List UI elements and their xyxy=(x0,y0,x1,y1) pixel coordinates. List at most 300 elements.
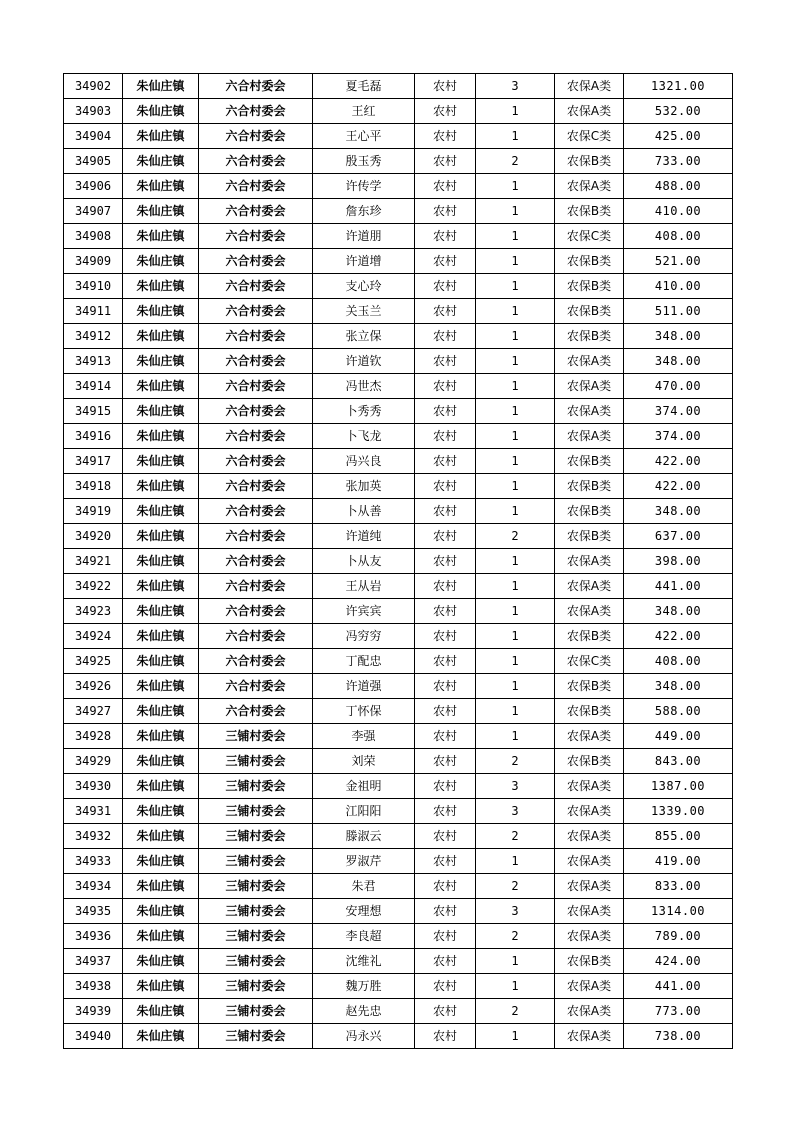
cell-id: 34916 xyxy=(64,424,123,449)
cell-insurance_category: 农保A类 xyxy=(555,1024,624,1049)
cell-residence_type: 农村 xyxy=(415,724,476,749)
cell-town: 朱仙庄镇 xyxy=(123,499,199,524)
cell-person_count: 1 xyxy=(476,699,555,724)
cell-insurance_category: 农保A类 xyxy=(555,399,624,424)
cell-id: 34908 xyxy=(64,224,123,249)
table-row xyxy=(64,599,733,624)
cell-person_name: 卜从善 xyxy=(313,499,415,524)
table-row xyxy=(64,624,733,649)
table-row xyxy=(64,874,733,899)
table-row xyxy=(64,224,733,249)
cell-amount: 374.00 xyxy=(624,424,733,449)
cell-person_count: 1 xyxy=(476,974,555,999)
cell-person_name: 张立保 xyxy=(313,324,415,349)
cell-amount: 521.00 xyxy=(624,249,733,274)
cell-town: 朱仙庄镇 xyxy=(123,924,199,949)
cell-village_committee: 六合村委会 xyxy=(199,399,313,424)
cell-insurance_category: 农保A类 xyxy=(555,549,624,574)
cell-amount: 833.00 xyxy=(624,874,733,899)
cell-amount: 408.00 xyxy=(624,224,733,249)
table-row xyxy=(64,274,733,299)
cell-amount: 419.00 xyxy=(624,849,733,874)
cell-person_count: 1 xyxy=(476,674,555,699)
cell-amount: 733.00 xyxy=(624,149,733,174)
cell-id: 34921 xyxy=(64,549,123,574)
cell-residence_type: 农村 xyxy=(415,74,476,99)
cell-person_count: 1 xyxy=(476,224,555,249)
cell-id: 34919 xyxy=(64,499,123,524)
cell-village_committee: 六合村委会 xyxy=(199,374,313,399)
cell-id: 34925 xyxy=(64,649,123,674)
cell-village_committee: 六合村委会 xyxy=(199,199,313,224)
cell-person_count: 1 xyxy=(476,449,555,474)
table-row xyxy=(64,824,733,849)
cell-amount: 1339.00 xyxy=(624,799,733,824)
cell-id: 34922 xyxy=(64,574,123,599)
cell-village_committee: 六合村委会 xyxy=(199,624,313,649)
cell-town: 朱仙庄镇 xyxy=(123,899,199,924)
cell-insurance_category: 农保B类 xyxy=(555,624,624,649)
cell-village_committee: 六合村委会 xyxy=(199,524,313,549)
cell-residence_type: 农村 xyxy=(415,374,476,399)
cell-residence_type: 农村 xyxy=(415,499,476,524)
cell-id: 34912 xyxy=(64,324,123,349)
cell-insurance_category: 农保A类 xyxy=(555,74,624,99)
cell-town: 朱仙庄镇 xyxy=(123,324,199,349)
cell-amount: 488.00 xyxy=(624,174,733,199)
cell-town: 朱仙庄镇 xyxy=(123,624,199,649)
cell-residence_type: 农村 xyxy=(415,999,476,1024)
cell-amount: 410.00 xyxy=(624,274,733,299)
cell-person_name: 卜从友 xyxy=(313,549,415,574)
cell-amount: 738.00 xyxy=(624,1024,733,1049)
cell-person_count: 1 xyxy=(476,1024,555,1049)
cell-amount: 398.00 xyxy=(624,549,733,574)
cell-insurance_category: 农保A类 xyxy=(555,899,624,924)
cell-id: 34904 xyxy=(64,124,123,149)
cell-insurance_category: 农保A类 xyxy=(555,874,624,899)
cell-insurance_category: 农保B类 xyxy=(555,699,624,724)
cell-village_committee: 三铺村委会 xyxy=(199,1024,313,1049)
cell-insurance_category: 农保A类 xyxy=(555,574,624,599)
cell-village_committee: 六合村委会 xyxy=(199,324,313,349)
cell-village_committee: 六合村委会 xyxy=(199,349,313,374)
cell-person_name: 沈维礼 xyxy=(313,949,415,974)
cell-insurance_category: 农保B类 xyxy=(555,149,624,174)
cell-town: 朱仙庄镇 xyxy=(123,874,199,899)
cell-person_name: 许道增 xyxy=(313,249,415,274)
cell-person_name: 殷玉秀 xyxy=(313,149,415,174)
cell-town: 朱仙庄镇 xyxy=(123,249,199,274)
cell-insurance_category: 农保C类 xyxy=(555,124,624,149)
cell-person_name: 冯兴良 xyxy=(313,449,415,474)
cell-person_count: 1 xyxy=(476,174,555,199)
cell-town: 朱仙庄镇 xyxy=(123,999,199,1024)
cell-insurance_category: 农保A类 xyxy=(555,349,624,374)
cell-town: 朱仙庄镇 xyxy=(123,149,199,174)
table-row xyxy=(64,949,733,974)
cell-person_name: 支心玲 xyxy=(313,274,415,299)
table-row xyxy=(64,324,733,349)
cell-insurance_category: 农保C类 xyxy=(555,649,624,674)
cell-person_name: 丁怀保 xyxy=(313,699,415,724)
cell-town: 朱仙庄镇 xyxy=(123,749,199,774)
cell-residence_type: 农村 xyxy=(415,249,476,274)
cell-village_committee: 六合村委会 xyxy=(199,649,313,674)
cell-id: 34931 xyxy=(64,799,123,824)
table-row xyxy=(64,574,733,599)
cell-id: 34936 xyxy=(64,924,123,949)
cell-insurance_category: 农保B类 xyxy=(555,324,624,349)
cell-town: 朱仙庄镇 xyxy=(123,99,199,124)
cell-town: 朱仙庄镇 xyxy=(123,399,199,424)
cell-amount: 773.00 xyxy=(624,999,733,1024)
table-body xyxy=(64,74,733,1049)
cell-id: 34913 xyxy=(64,349,123,374)
table-row xyxy=(64,649,733,674)
cell-amount: 408.00 xyxy=(624,649,733,674)
cell-insurance_category: 农保A类 xyxy=(555,374,624,399)
cell-residence_type: 农村 xyxy=(415,624,476,649)
cell-village_committee: 三铺村委会 xyxy=(199,874,313,899)
cell-town: 朱仙庄镇 xyxy=(123,949,199,974)
cell-residence_type: 农村 xyxy=(415,524,476,549)
table-row xyxy=(64,499,733,524)
cell-town: 朱仙庄镇 xyxy=(123,574,199,599)
cell-town: 朱仙庄镇 xyxy=(123,549,199,574)
cell-amount: 422.00 xyxy=(624,449,733,474)
cell-amount: 511.00 xyxy=(624,299,733,324)
cell-town: 朱仙庄镇 xyxy=(123,674,199,699)
cell-village_committee: 三铺村委会 xyxy=(199,924,313,949)
cell-id: 34940 xyxy=(64,1024,123,1049)
table-row xyxy=(64,149,733,174)
cell-amount: 422.00 xyxy=(624,624,733,649)
cell-amount: 348.00 xyxy=(624,499,733,524)
cell-town: 朱仙庄镇 xyxy=(123,599,199,624)
cell-id: 34923 xyxy=(64,599,123,624)
table-row xyxy=(64,524,733,549)
cell-village_committee: 六合村委会 xyxy=(199,124,313,149)
cell-person_count: 2 xyxy=(476,824,555,849)
cell-amount: 532.00 xyxy=(624,99,733,124)
cell-person_name: 许传学 xyxy=(313,174,415,199)
cell-village_committee: 六合村委会 xyxy=(199,474,313,499)
table-row xyxy=(64,199,733,224)
cell-person_count: 2 xyxy=(476,149,555,174)
cell-insurance_category: 农保B类 xyxy=(555,299,624,324)
cell-id: 34917 xyxy=(64,449,123,474)
cell-village_committee: 三铺村委会 xyxy=(199,999,313,1024)
cell-village_committee: 三铺村委会 xyxy=(199,774,313,799)
cell-amount: 348.00 xyxy=(624,324,733,349)
cell-id: 34910 xyxy=(64,274,123,299)
cell-insurance_category: 农保A类 xyxy=(555,599,624,624)
cell-person_name: 赵先忠 xyxy=(313,999,415,1024)
cell-insurance_category: 农保A类 xyxy=(555,974,624,999)
cell-village_committee: 六合村委会 xyxy=(199,674,313,699)
cell-id: 34935 xyxy=(64,899,123,924)
cell-person_count: 1 xyxy=(476,124,555,149)
cell-town: 朱仙庄镇 xyxy=(123,799,199,824)
cell-village_committee: 六合村委会 xyxy=(199,149,313,174)
cell-residence_type: 农村 xyxy=(415,299,476,324)
cell-residence_type: 农村 xyxy=(415,99,476,124)
cell-residence_type: 农村 xyxy=(415,799,476,824)
cell-village_committee: 六合村委会 xyxy=(199,249,313,274)
cell-town: 朱仙庄镇 xyxy=(123,449,199,474)
cell-residence_type: 农村 xyxy=(415,149,476,174)
cell-residence_type: 农村 xyxy=(415,674,476,699)
cell-amount: 374.00 xyxy=(624,399,733,424)
cell-person_name: 张加英 xyxy=(313,474,415,499)
cell-residence_type: 农村 xyxy=(415,699,476,724)
cell-id: 34932 xyxy=(64,824,123,849)
cell-town: 朱仙庄镇 xyxy=(123,299,199,324)
cell-insurance_category: 农保B类 xyxy=(555,249,624,274)
cell-person_count: 2 xyxy=(476,874,555,899)
cell-amount: 843.00 xyxy=(624,749,733,774)
cell-insurance_category: 农保A类 xyxy=(555,424,624,449)
cell-amount: 637.00 xyxy=(624,524,733,549)
cell-residence_type: 农村 xyxy=(415,649,476,674)
cell-id: 34905 xyxy=(64,149,123,174)
cell-insurance_category: 农保B类 xyxy=(555,949,624,974)
table-row xyxy=(64,349,733,374)
cell-amount: 855.00 xyxy=(624,824,733,849)
cell-person_name: 王红 xyxy=(313,99,415,124)
cell-person_count: 3 xyxy=(476,799,555,824)
cell-person_count: 1 xyxy=(476,399,555,424)
cell-village_committee: 六合村委会 xyxy=(199,74,313,99)
cell-residence_type: 农村 xyxy=(415,924,476,949)
cell-amount: 348.00 xyxy=(624,349,733,374)
cell-person_name: 许道钦 xyxy=(313,349,415,374)
cell-residence_type: 农村 xyxy=(415,1024,476,1049)
cell-town: 朱仙庄镇 xyxy=(123,699,199,724)
cell-insurance_category: 农保A类 xyxy=(555,99,624,124)
cell-village_committee: 六合村委会 xyxy=(199,699,313,724)
cell-person_name: 冯永兴 xyxy=(313,1024,415,1049)
cell-insurance_category: 农保A类 xyxy=(555,799,624,824)
cell-id: 34914 xyxy=(64,374,123,399)
cell-person_count: 1 xyxy=(476,199,555,224)
cell-town: 朱仙庄镇 xyxy=(123,974,199,999)
cell-id: 34938 xyxy=(64,974,123,999)
cell-residence_type: 农村 xyxy=(415,324,476,349)
cell-person_name: 江阳阳 xyxy=(313,799,415,824)
cell-village_committee: 三铺村委会 xyxy=(199,749,313,774)
table-row xyxy=(64,124,733,149)
cell-insurance_category: 农保A类 xyxy=(555,824,624,849)
cell-residence_type: 农村 xyxy=(415,824,476,849)
cell-person_name: 许道纯 xyxy=(313,524,415,549)
cell-person_name: 安理想 xyxy=(313,899,415,924)
cell-person_name: 许道朋 xyxy=(313,224,415,249)
cell-insurance_category: 农保A类 xyxy=(555,174,624,199)
table-row xyxy=(64,699,733,724)
cell-residence_type: 农村 xyxy=(415,224,476,249)
cell-town: 朱仙庄镇 xyxy=(123,349,199,374)
cell-town: 朱仙庄镇 xyxy=(123,474,199,499)
cell-person_name: 许道强 xyxy=(313,674,415,699)
cell-village_committee: 六合村委会 xyxy=(199,424,313,449)
cell-person_count: 1 xyxy=(476,599,555,624)
cell-person_name: 夏毛磊 xyxy=(313,74,415,99)
cell-person_name: 冯世杰 xyxy=(313,374,415,399)
table-row xyxy=(64,749,733,774)
cell-village_committee: 六合村委会 xyxy=(199,99,313,124)
cell-amount: 1314.00 xyxy=(624,899,733,924)
cell-amount: 348.00 xyxy=(624,674,733,699)
cell-amount: 588.00 xyxy=(624,699,733,724)
cell-town: 朱仙庄镇 xyxy=(123,224,199,249)
cell-person_count: 1 xyxy=(476,349,555,374)
cell-insurance_category: 农保B类 xyxy=(555,524,624,549)
cell-residence_type: 农村 xyxy=(415,424,476,449)
cell-village_committee: 六合村委会 xyxy=(199,574,313,599)
table-row xyxy=(64,424,733,449)
table-row xyxy=(64,449,733,474)
cell-person_name: 詹东珍 xyxy=(313,199,415,224)
cell-town: 朱仙庄镇 xyxy=(123,724,199,749)
cell-residence_type: 农村 xyxy=(415,974,476,999)
cell-insurance_category: 农保A类 xyxy=(555,924,624,949)
cell-town: 朱仙庄镇 xyxy=(123,649,199,674)
cell-residence_type: 农村 xyxy=(415,199,476,224)
table-row xyxy=(64,724,733,749)
cell-insurance_category: 农保B类 xyxy=(555,449,624,474)
cell-amount: 425.00 xyxy=(624,124,733,149)
cell-village_committee: 三铺村委会 xyxy=(199,824,313,849)
cell-village_committee: 六合村委会 xyxy=(199,549,313,574)
cell-amount: 348.00 xyxy=(624,599,733,624)
cell-insurance_category: 农保B类 xyxy=(555,749,624,774)
cell-person_count: 1 xyxy=(476,99,555,124)
cell-insurance_category: 农保A类 xyxy=(555,999,624,1024)
cell-insurance_category: 农保C类 xyxy=(555,224,624,249)
cell-id: 34930 xyxy=(64,774,123,799)
benefits-table xyxy=(63,73,733,1049)
cell-id: 34903 xyxy=(64,99,123,124)
cell-town: 朱仙庄镇 xyxy=(123,174,199,199)
cell-village_committee: 六合村委会 xyxy=(199,599,313,624)
cell-id: 34920 xyxy=(64,524,123,549)
cell-person_count: 1 xyxy=(476,574,555,599)
cell-village_committee: 三铺村委会 xyxy=(199,799,313,824)
cell-amount: 422.00 xyxy=(624,474,733,499)
cell-person_name: 王心平 xyxy=(313,124,415,149)
cell-id: 34915 xyxy=(64,399,123,424)
cell-town: 朱仙庄镇 xyxy=(123,424,199,449)
cell-person_count: 1 xyxy=(476,274,555,299)
cell-village_committee: 三铺村委会 xyxy=(199,849,313,874)
cell-amount: 1321.00 xyxy=(624,74,733,99)
table-row xyxy=(64,974,733,999)
cell-residence_type: 农村 xyxy=(415,849,476,874)
cell-person_name: 朱君 xyxy=(313,874,415,899)
cell-person_count: 1 xyxy=(476,299,555,324)
cell-person_count: 3 xyxy=(476,899,555,924)
cell-residence_type: 农村 xyxy=(415,874,476,899)
table-row xyxy=(64,549,733,574)
cell-id: 34926 xyxy=(64,674,123,699)
table-row xyxy=(64,999,733,1024)
cell-person_count: 1 xyxy=(476,724,555,749)
cell-village_committee: 六合村委会 xyxy=(199,499,313,524)
cell-residence_type: 农村 xyxy=(415,749,476,774)
cell-person_name: 王从岩 xyxy=(313,574,415,599)
table-row xyxy=(64,74,733,99)
cell-person_count: 1 xyxy=(476,949,555,974)
cell-residence_type: 农村 xyxy=(415,449,476,474)
cell-village_committee: 三铺村委会 xyxy=(199,974,313,999)
cell-insurance_category: 农保A类 xyxy=(555,774,624,799)
cell-person_count: 2 xyxy=(476,924,555,949)
cell-insurance_category: 农保B类 xyxy=(555,199,624,224)
cell-person_count: 1 xyxy=(476,324,555,349)
cell-person_count: 1 xyxy=(476,549,555,574)
cell-residence_type: 农村 xyxy=(415,574,476,599)
cell-person_count: 2 xyxy=(476,999,555,1024)
cell-town: 朱仙庄镇 xyxy=(123,824,199,849)
cell-insurance_category: 农保A类 xyxy=(555,724,624,749)
table-row xyxy=(64,899,733,924)
cell-person_name: 滕淑云 xyxy=(313,824,415,849)
cell-id: 34911 xyxy=(64,299,123,324)
cell-town: 朱仙庄镇 xyxy=(123,124,199,149)
table-row xyxy=(64,924,733,949)
table-row xyxy=(64,1024,733,1049)
cell-person_count: 1 xyxy=(476,249,555,274)
cell-person_count: 1 xyxy=(476,424,555,449)
cell-town: 朱仙庄镇 xyxy=(123,849,199,874)
cell-insurance_category: 农保B类 xyxy=(555,674,624,699)
table-row xyxy=(64,99,733,124)
cell-residence_type: 农村 xyxy=(415,349,476,374)
table-row xyxy=(64,249,733,274)
cell-residence_type: 农村 xyxy=(415,899,476,924)
cell-person_count: 1 xyxy=(476,474,555,499)
cell-amount: 424.00 xyxy=(624,949,733,974)
cell-person_count: 1 xyxy=(476,649,555,674)
cell-residence_type: 农村 xyxy=(415,399,476,424)
cell-person_name: 刘荣 xyxy=(313,749,415,774)
cell-person_name: 冯穷穷 xyxy=(313,624,415,649)
cell-town: 朱仙庄镇 xyxy=(123,374,199,399)
cell-id: 34928 xyxy=(64,724,123,749)
cell-insurance_category: 农保A类 xyxy=(555,849,624,874)
cell-village_committee: 六合村委会 xyxy=(199,274,313,299)
cell-person_count: 3 xyxy=(476,774,555,799)
cell-town: 朱仙庄镇 xyxy=(123,274,199,299)
cell-person_name: 卜秀秀 xyxy=(313,399,415,424)
cell-insurance_category: 农保B类 xyxy=(555,274,624,299)
cell-residence_type: 农村 xyxy=(415,124,476,149)
cell-village_committee: 六合村委会 xyxy=(199,299,313,324)
cell-id: 34902 xyxy=(64,74,123,99)
cell-id: 34918 xyxy=(64,474,123,499)
table-row xyxy=(64,399,733,424)
cell-person_count: 1 xyxy=(476,374,555,399)
table-row xyxy=(64,674,733,699)
cell-id: 34906 xyxy=(64,174,123,199)
cell-residence_type: 农村 xyxy=(415,549,476,574)
cell-person_count: 1 xyxy=(476,849,555,874)
cell-amount: 789.00 xyxy=(624,924,733,949)
cell-insurance_category: 农保B类 xyxy=(555,499,624,524)
cell-amount: 449.00 xyxy=(624,724,733,749)
